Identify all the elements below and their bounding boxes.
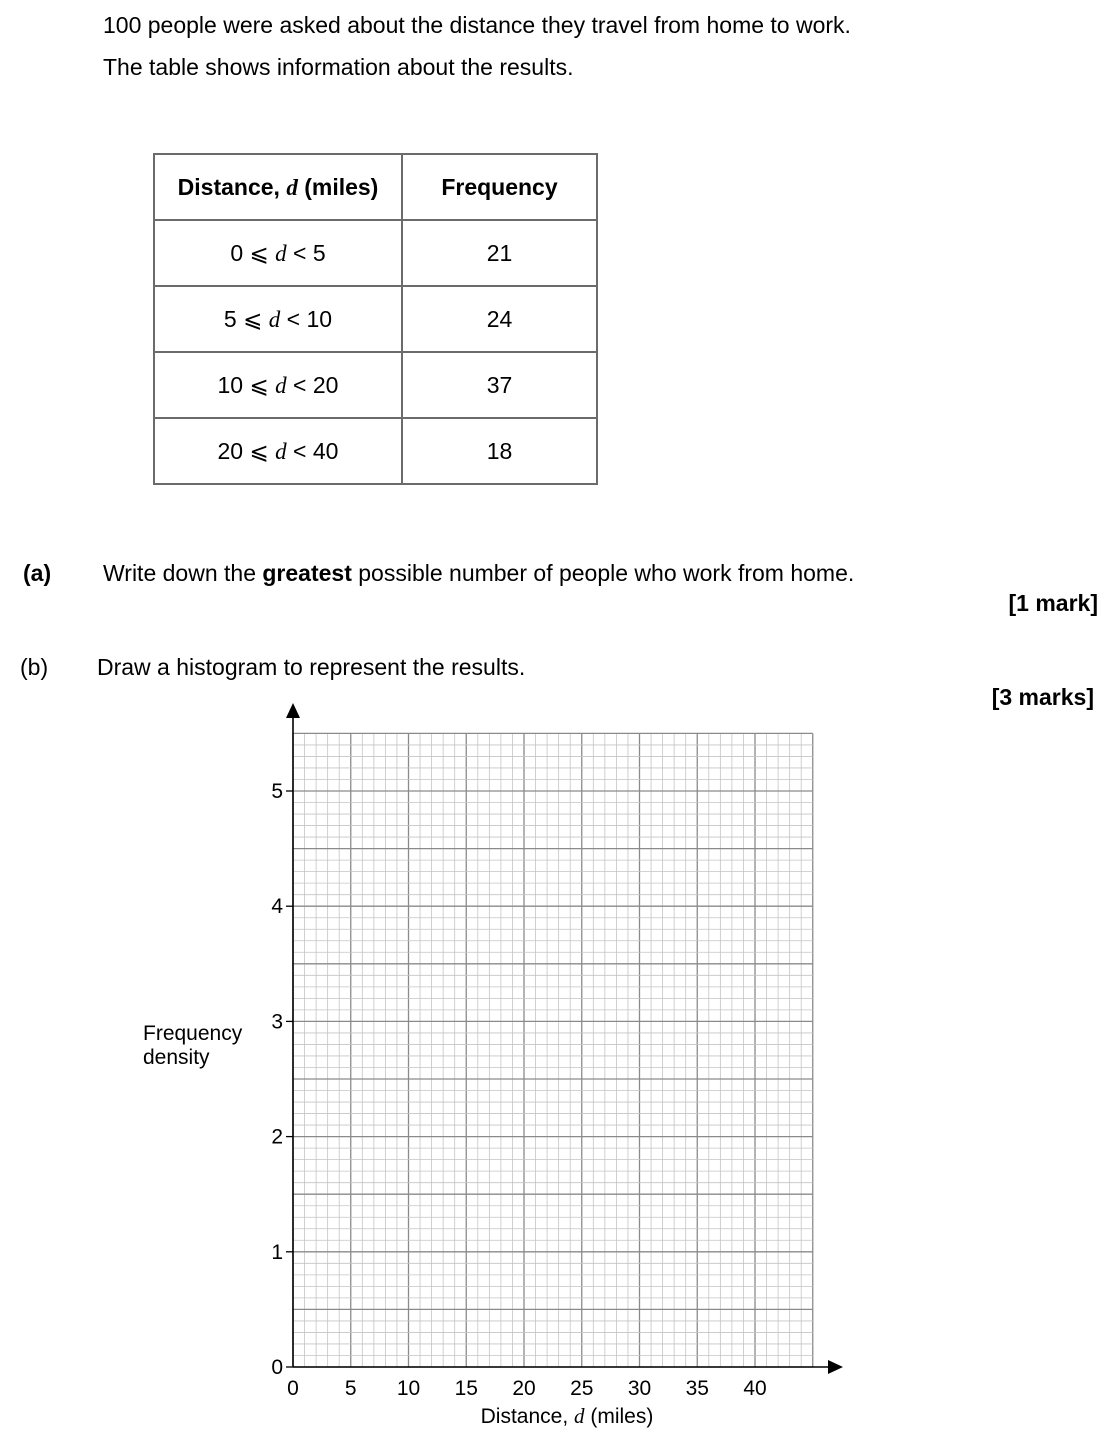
intro-line-2: The table shows information about the results.	[103, 54, 574, 80]
header-distance: Distance, d (miles)	[154, 154, 402, 220]
part-b-question: Draw a histogram to represent the results.	[97, 654, 526, 680]
x-tick-label: 10	[396, 1377, 421, 1400]
x-axis-label: Distance, d (miles)	[480, 1404, 654, 1428]
x-tick-label: 30	[627, 1377, 652, 1400]
x-tick-label: 0	[287, 1377, 299, 1400]
frequency-cell: 24	[402, 286, 597, 352]
interval-cell: 0 ⩽ d < 5	[154, 220, 402, 286]
interval-cell: 20 ⩽ d < 40	[154, 418, 402, 484]
y-axis-arrow-icon	[286, 703, 300, 718]
x-tick-label: 40	[743, 1377, 767, 1400]
y-tick-label: 0	[271, 1356, 283, 1379]
part-a-label: (a)	[23, 560, 52, 586]
part-a-question: Write down the greatest possible number of people who work from home.	[103, 560, 855, 586]
interval-cell: 5 ⩽ d < 10	[154, 286, 402, 352]
header-frequency: Frequency	[402, 154, 597, 220]
frequency-cell: 21	[402, 220, 597, 286]
y-tick-label: 3	[271, 1010, 283, 1034]
frequency-cell: 18	[402, 418, 597, 484]
y-tick-label: 2	[271, 1125, 283, 1149]
y-axis-label-line-1: Frequency	[143, 1022, 243, 1045]
y-tick-label: 1	[271, 1240, 283, 1264]
grid-lines	[293, 733, 813, 1367]
tick-labels	[271, 780, 766, 1400]
x-tick-label: 5	[344, 1377, 357, 1400]
x-tick-label: 20	[512, 1377, 536, 1400]
interval-cell: 10 ⩽ d < 20	[154, 352, 402, 418]
x-tick-label: 25	[570, 1377, 594, 1400]
x-tick-label: 15	[454, 1377, 478, 1400]
y-tick-label: 5	[271, 780, 283, 803]
intro-line-1: 100 people were asked about the distance they travel from home to work.	[103, 12, 851, 38]
axes	[286, 703, 843, 1374]
part-a-marks: [1 mark]	[1008, 590, 1098, 616]
x-axis-arrow-icon	[828, 1360, 843, 1374]
frequency-cell: 37	[402, 352, 597, 418]
part-b-marks: [3 marks]	[991, 684, 1094, 710]
y-tick-label: 4	[271, 895, 283, 919]
x-tick-label: 35	[685, 1377, 709, 1400]
y-axis-label-line-2: density	[143, 1046, 210, 1069]
part-b-label: (b)	[20, 654, 49, 680]
